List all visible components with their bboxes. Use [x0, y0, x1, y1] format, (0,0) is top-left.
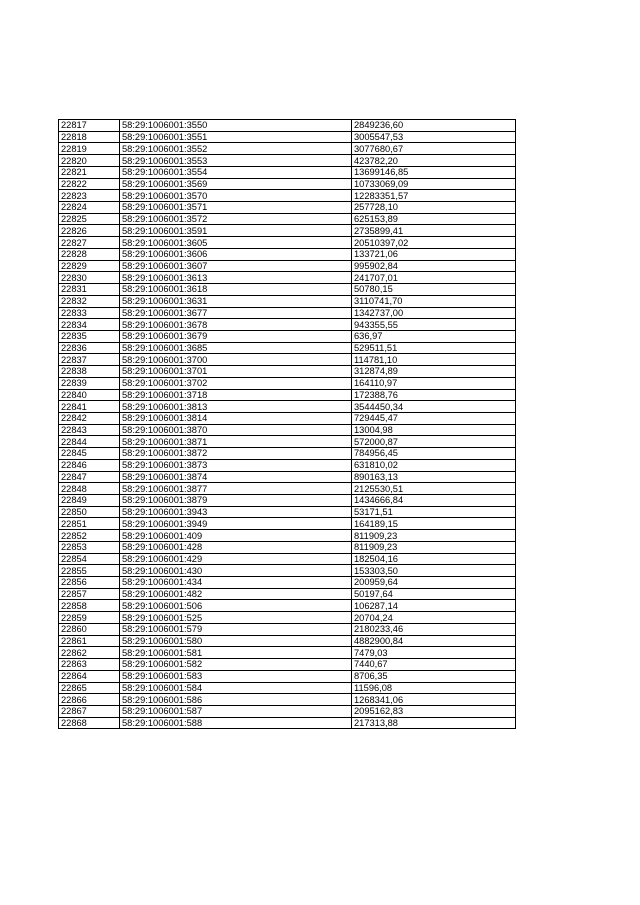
- table-row: [59, 401, 516, 413]
- row-number-cell: 22840: [59, 389, 120, 401]
- cadastral-number-cell: 58:29:1006001:588: [120, 717, 352, 729]
- table-row: [59, 518, 516, 530]
- cadastral-number-cell: 58:29:1006001:3679: [120, 330, 352, 342]
- table-row: [59, 541, 516, 553]
- value-cell: 164189,15: [352, 518, 516, 530]
- cadastral-number-cell: 58:29:1006001:3605: [120, 237, 352, 249]
- value-cell: 423782,20: [352, 155, 516, 167]
- row-number-cell: 22845: [59, 448, 120, 460]
- value-cell: 4882900,84: [352, 635, 516, 647]
- value-cell: 625153,89: [352, 213, 516, 225]
- table-row: [59, 190, 516, 202]
- cadastral-number-cell: 58:29:1006001:583: [120, 670, 352, 682]
- cadastral-number-cell: 58:29:1006001:3613: [120, 272, 352, 284]
- table-row: [59, 354, 516, 366]
- cadastral-number-cell: 58:29:1006001:586: [120, 694, 352, 706]
- row-number-cell: 22829: [59, 260, 120, 272]
- row-number-cell: 22854: [59, 553, 120, 565]
- value-cell: 3110741,70: [352, 295, 516, 307]
- value-cell: 2180233,46: [352, 623, 516, 635]
- row-number-cell: 22864: [59, 670, 120, 682]
- cadastral-number-cell: 58:29:1006001:525: [120, 612, 352, 624]
- cadastral-number-cell: 58:29:1006001:3871: [120, 436, 352, 448]
- row-number-cell: 22855: [59, 565, 120, 577]
- table-row: [59, 272, 516, 284]
- cadastral-number-cell: 58:29:1006001:3701: [120, 366, 352, 378]
- cadastral-number-cell: 58:29:1006001:3550: [120, 120, 352, 132]
- row-number-cell: 22856: [59, 577, 120, 589]
- value-cell: 8706,35: [352, 670, 516, 682]
- cadastral-number-cell: 58:29:1006001:580: [120, 635, 352, 647]
- table-row: [59, 178, 516, 190]
- row-number-cell: 22839: [59, 377, 120, 389]
- value-cell: 217313,88: [352, 717, 516, 729]
- table-row: [59, 459, 516, 471]
- value-cell: 729445,47: [352, 412, 516, 424]
- cadastral-number-cell: 58:29:1006001:3631: [120, 295, 352, 307]
- value-cell: 50780,15: [352, 284, 516, 296]
- table-row: [59, 143, 516, 155]
- cadastral-number-cell: 58:29:1006001:3877: [120, 483, 352, 495]
- value-cell: 12283351,57: [352, 190, 516, 202]
- table-row: [59, 295, 516, 307]
- row-number-cell: 22828: [59, 248, 120, 260]
- value-cell: 2735899,41: [352, 225, 516, 237]
- row-number-cell: 22849: [59, 495, 120, 507]
- cadastral-number-cell: 58:29:1006001:3685: [120, 342, 352, 354]
- value-cell: 943355,55: [352, 319, 516, 331]
- table-row: [59, 635, 516, 647]
- value-cell: 13699146,85: [352, 166, 516, 178]
- table-row: [59, 213, 516, 225]
- table-row: [59, 483, 516, 495]
- table-row: [59, 553, 516, 565]
- value-cell: 200959,64: [352, 577, 516, 589]
- value-cell: 50197,64: [352, 588, 516, 600]
- row-number-cell: 22858: [59, 600, 120, 612]
- value-cell: 20704,24: [352, 612, 516, 624]
- table-row: [59, 131, 516, 143]
- value-cell: 1268341,06: [352, 694, 516, 706]
- table-row: [59, 412, 516, 424]
- table-row: [59, 705, 516, 717]
- value-cell: 631810,02: [352, 459, 516, 471]
- value-cell: 10733069,09: [352, 178, 516, 190]
- table-row: [59, 623, 516, 635]
- table-row: [59, 600, 516, 612]
- row-number-cell: 22865: [59, 682, 120, 694]
- cadastral-number-cell: 58:29:1006001:584: [120, 682, 352, 694]
- row-number-cell: 22832: [59, 295, 120, 307]
- table-row: [59, 260, 516, 272]
- row-number-cell: 22866: [59, 694, 120, 706]
- row-number-cell: 22863: [59, 659, 120, 671]
- row-number-cell: 22835: [59, 330, 120, 342]
- table-row: [59, 565, 516, 577]
- row-number-cell: 22859: [59, 612, 120, 624]
- value-cell: 1342737,00: [352, 307, 516, 319]
- value-cell: 1434666,84: [352, 495, 516, 507]
- cadastral-number-cell: 58:29:1006001:3813: [120, 401, 352, 413]
- row-number-cell: 22823: [59, 190, 120, 202]
- row-number-cell: 22833: [59, 307, 120, 319]
- table-row: [59, 248, 516, 260]
- table-row: [59, 120, 516, 132]
- table-row: [59, 330, 516, 342]
- value-cell: 182504,16: [352, 553, 516, 565]
- cadastral-number-cell: 58:29:1006001:3569: [120, 178, 352, 190]
- value-cell: 7440,67: [352, 659, 516, 671]
- cadastral-number-cell: 58:29:1006001:3591: [120, 225, 352, 237]
- cadastral-number-cell: 58:29:1006001:3551: [120, 131, 352, 143]
- value-cell: 2095162,83: [352, 705, 516, 717]
- row-number-cell: 22867: [59, 705, 120, 717]
- row-number-cell: 22841: [59, 401, 120, 413]
- table-row: [59, 647, 516, 659]
- cadastral-number-cell: 58:29:1006001:430: [120, 565, 352, 577]
- cadastral-number-cell: 58:29:1006001:434: [120, 577, 352, 589]
- row-number-cell: 22853: [59, 541, 120, 553]
- value-cell: 114781,10: [352, 354, 516, 366]
- value-cell: 153303,50: [352, 565, 516, 577]
- row-number-cell: 22860: [59, 623, 120, 635]
- row-number-cell: 22817: [59, 120, 120, 132]
- row-number-cell: 22834: [59, 319, 120, 331]
- table-row: [59, 694, 516, 706]
- value-cell: 11596,08: [352, 682, 516, 694]
- value-cell: 172388,76: [352, 389, 516, 401]
- value-cell: 572000,87: [352, 436, 516, 448]
- value-cell: 529511,51: [352, 342, 516, 354]
- row-number-cell: 22827: [59, 237, 120, 249]
- row-number-cell: 22851: [59, 518, 120, 530]
- cadastral-number-cell: 58:29:1006001:3552: [120, 143, 352, 155]
- table-row: [59, 424, 516, 436]
- cadastral-value-table: [58, 119, 516, 729]
- row-number-cell: 22846: [59, 459, 120, 471]
- table-row: [59, 682, 516, 694]
- cadastral-number-cell: 58:29:1006001:3870: [120, 424, 352, 436]
- cadastral-number-cell: 58:29:1006001:3874: [120, 471, 352, 483]
- cadastral-number-cell: 58:29:1006001:3678: [120, 319, 352, 331]
- value-cell: 241707,01: [352, 272, 516, 284]
- value-cell: 312874,89: [352, 366, 516, 378]
- table-row: [59, 436, 516, 448]
- table-row: [59, 389, 516, 401]
- row-number-cell: 22819: [59, 143, 120, 155]
- value-cell: 53171,51: [352, 506, 516, 518]
- table-row: [59, 319, 516, 331]
- table-body: [59, 120, 516, 729]
- cadastral-number-cell: 58:29:1006001:3570: [120, 190, 352, 202]
- row-number-cell: 22857: [59, 588, 120, 600]
- cadastral-number-cell: 58:29:1006001:429: [120, 553, 352, 565]
- cadastral-number-cell: 58:29:1006001:3571: [120, 202, 352, 214]
- table-row: [59, 659, 516, 671]
- cadastral-number-cell: 58:29:1006001:506: [120, 600, 352, 612]
- cadastral-number-cell: 58:29:1006001:581: [120, 647, 352, 659]
- cadastral-number-cell: 58:29:1006001:3949: [120, 518, 352, 530]
- row-number-cell: 22821: [59, 166, 120, 178]
- value-cell: 890163,13: [352, 471, 516, 483]
- cadastral-number-cell: 58:29:1006001:579: [120, 623, 352, 635]
- cadastral-number-cell: 58:29:1006001:3943: [120, 506, 352, 518]
- row-number-cell: 22852: [59, 530, 120, 542]
- value-cell: 3005547,53: [352, 131, 516, 143]
- table-row: [59, 506, 516, 518]
- value-cell: 636,97: [352, 330, 516, 342]
- row-number-cell: 22862: [59, 647, 120, 659]
- table-row: [59, 588, 516, 600]
- value-cell: 257728,10: [352, 202, 516, 214]
- table-row: [59, 237, 516, 249]
- table-row: [59, 530, 516, 542]
- row-number-cell: 22820: [59, 155, 120, 167]
- value-cell: 811909,23: [352, 530, 516, 542]
- row-number-cell: 22843: [59, 424, 120, 436]
- table-row: [59, 202, 516, 214]
- row-number-cell: 22850: [59, 506, 120, 518]
- cadastral-number-cell: 58:29:1006001:3718: [120, 389, 352, 401]
- table-row: [59, 448, 516, 460]
- value-cell: 2125530,51: [352, 483, 516, 495]
- value-cell: 133721,06: [352, 248, 516, 260]
- cadastral-number-cell: 58:29:1006001:3814: [120, 412, 352, 424]
- table-row: [59, 225, 516, 237]
- table-row: [59, 166, 516, 178]
- table-row: [59, 670, 516, 682]
- value-cell: 2849236,60: [352, 120, 516, 132]
- row-number-cell: 22842: [59, 412, 120, 424]
- cadastral-number-cell: 58:29:1006001:409: [120, 530, 352, 542]
- cadastral-number-cell: 58:29:1006001:3618: [120, 284, 352, 296]
- row-number-cell: 22838: [59, 366, 120, 378]
- value-cell: 3077680,67: [352, 143, 516, 155]
- value-cell: 784956,45: [352, 448, 516, 460]
- row-number-cell: 22826: [59, 225, 120, 237]
- row-number-cell: 22831: [59, 284, 120, 296]
- table-row: [59, 495, 516, 507]
- row-number-cell: 22844: [59, 436, 120, 448]
- table-row: [59, 377, 516, 389]
- cadastral-number-cell: 58:29:1006001:582: [120, 659, 352, 671]
- table-row: [59, 284, 516, 296]
- cadastral-number-cell: 58:29:1006001:587: [120, 705, 352, 717]
- cadastral-number-cell: 58:29:1006001:3606: [120, 248, 352, 260]
- cadastral-number-cell: 58:29:1006001:428: [120, 541, 352, 553]
- value-cell: 995902,84: [352, 260, 516, 272]
- cadastral-number-cell: 58:29:1006001:3879: [120, 495, 352, 507]
- table-row: [59, 155, 516, 167]
- value-cell: 106287,14: [352, 600, 516, 612]
- cadastral-number-cell: 58:29:1006001:3553: [120, 155, 352, 167]
- value-cell: 811909,23: [352, 541, 516, 553]
- row-number-cell: 22847: [59, 471, 120, 483]
- cadastral-number-cell: 58:29:1006001:3572: [120, 213, 352, 225]
- table-row: [59, 366, 516, 378]
- table-row: [59, 342, 516, 354]
- table-row: [59, 307, 516, 319]
- cadastral-number-cell: 58:29:1006001:3702: [120, 377, 352, 389]
- value-cell: 7479,03: [352, 647, 516, 659]
- table-row: [59, 717, 516, 729]
- table-row: [59, 612, 516, 624]
- row-number-cell: 22818: [59, 131, 120, 143]
- table-row: [59, 577, 516, 589]
- row-number-cell: 22868: [59, 717, 120, 729]
- row-number-cell: 22822: [59, 178, 120, 190]
- cadastral-number-cell: 58:29:1006001:482: [120, 588, 352, 600]
- cadastral-number-cell: 58:29:1006001:3677: [120, 307, 352, 319]
- row-number-cell: 22836: [59, 342, 120, 354]
- row-number-cell: 22825: [59, 213, 120, 225]
- cadastral-number-cell: 58:29:1006001:3607: [120, 260, 352, 272]
- row-number-cell: 22848: [59, 483, 120, 495]
- row-number-cell: 22837: [59, 354, 120, 366]
- row-number-cell: 22830: [59, 272, 120, 284]
- value-cell: 164110,97: [352, 377, 516, 389]
- table-row: [59, 471, 516, 483]
- value-cell: 20510397,02: [352, 237, 516, 249]
- cadastral-number-cell: 58:29:1006001:3872: [120, 448, 352, 460]
- value-cell: 13004,98: [352, 424, 516, 436]
- cadastral-number-cell: 58:29:1006001:3873: [120, 459, 352, 471]
- value-cell: 3544450,34: [352, 401, 516, 413]
- cadastral-number-cell: 58:29:1006001:3700: [120, 354, 352, 366]
- row-number-cell: 22861: [59, 635, 120, 647]
- cadastral-number-cell: 58:29:1006001:3554: [120, 166, 352, 178]
- row-number-cell: 22824: [59, 202, 120, 214]
